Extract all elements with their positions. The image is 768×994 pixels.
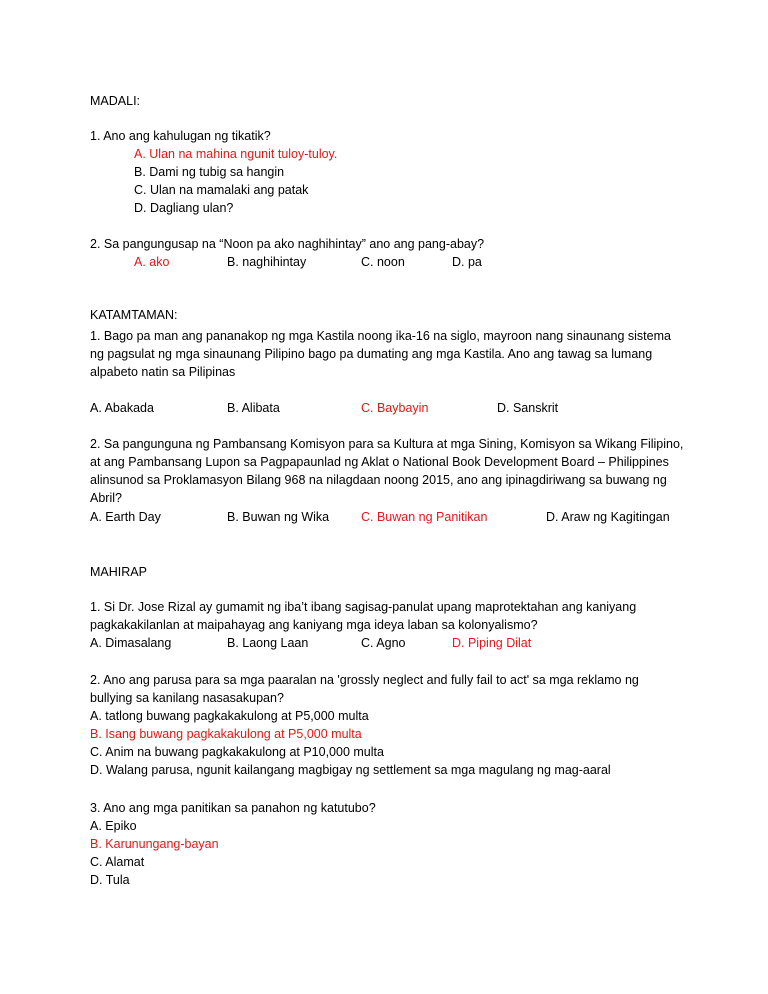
- answer-option: A. tatlong buwang pagkakakulong at P5,000 multa: [90, 709, 369, 723]
- answer-option: B. Dami ng tubig sa hangin: [134, 165, 285, 179]
- answer-option: D. Araw ng Kagitingan: [546, 510, 670, 524]
- question-text: alpabeto natin sa Pilipinas: [90, 365, 236, 379]
- answer-option: D. pa: [452, 255, 482, 269]
- answer-option: B. Laong Laan: [227, 636, 309, 650]
- question-text: ng pagsulat ng mga sinaunang Pilipino bago pa dumating ang mga Kastila. Ano ang tawag sa lumang: [90, 347, 653, 361]
- answer-option: C. Agno: [361, 636, 406, 650]
- answer-option-correct: A. Ulan na mahina ngunit tuloy-tuloy.: [134, 147, 338, 161]
- answer-option: C. Ulan na mamalaki ang patak: [134, 183, 309, 197]
- answer-option: C. Alamat: [90, 855, 145, 869]
- answer-option: C. Anim na buwang pagkakakulong at P10,000 multa: [90, 745, 384, 759]
- answer-option-correct: D. Piping Dilat: [452, 636, 532, 650]
- question-text: 2. Sa pangungusap na “Noon pa ako naghihintay” ano ang pang-abay?: [90, 237, 485, 251]
- answer-option: A. Abakada: [90, 401, 154, 415]
- question-text: pagkakakilanlan at maipahayag ang kaniyang mga ideya laban sa kolonyalismo?: [90, 618, 538, 632]
- answer-option-correct: C. Baybayin: [361, 401, 429, 415]
- answer-option: B. Buwan ng Wika: [227, 510, 330, 524]
- section-heading-mahirap: MAHIRAP: [90, 565, 147, 579]
- question-text: 3. Ano ang mga panitikan sa panahon ng katutubo?: [90, 801, 376, 815]
- answer-option: D. Dagliang ulan?: [134, 201, 234, 215]
- question-text: bullying sa kanilang nasasakupan?: [90, 691, 284, 705]
- answer-option: A. Epiko: [90, 819, 137, 833]
- question-text: alinsunod sa Proklamasyon Bilang 968 na nilagdaan noong 2015, ano ang ipinagdiriwang sa buwang ng: [90, 473, 667, 487]
- question-text: 2. Sa pangunguna ng Pambansang Komisyon para sa Kultura at mga Sining, Komisyon sa Wikang Filipino,: [90, 437, 684, 451]
- question-text: 1. Ano ang kahulugan ng tikatik?: [90, 129, 271, 143]
- section-heading-katamtaman: KATAMTAMAN:: [90, 308, 178, 322]
- answer-option: B. naghihintay: [227, 255, 307, 269]
- answer-option: A. Dimasalang: [90, 636, 172, 650]
- question-text: Abril?: [90, 491, 122, 505]
- question-text: at ang Pambansang Lupon sa Pagpapaunlad ng Aklat o National Book Development Board – Philippines: [90, 455, 669, 469]
- answer-option: D. Sanskrit: [497, 401, 559, 415]
- answer-option-correct: A. ako: [134, 255, 170, 269]
- answer-option-correct: B. Isang buwang pagkakakulong at P5,000 multa: [90, 727, 362, 741]
- question-text: 1. Bago pa man ang pananakop ng mga Kastila noong ika-16 na siglo, mayroon nang sinaunang sistema: [90, 329, 671, 343]
- section-heading-madali: MADALI:: [90, 94, 141, 108]
- answer-option: C. noon: [361, 255, 405, 269]
- answer-option-correct: C. Buwan ng Panitikan: [361, 510, 488, 524]
- answer-option-correct: B. Karunungang-bayan: [90, 837, 219, 851]
- answer-option: D. Walang parusa, ngunit kailangang magbigay ng settlement sa mga magulang ng mag-aaral: [90, 763, 611, 777]
- answer-option: B. Alibata: [227, 401, 280, 415]
- answer-option: A. Earth Day: [90, 510, 161, 524]
- question-text: 2. Ano ang parusa para sa mga paaralan na 'grossly neglect and fully fail to act' sa mga reklamo ng: [90, 673, 639, 687]
- answer-option: D. Tula: [90, 873, 130, 887]
- question-text: 1. Si Dr. Jose Rizal ay gumamit ng iba’t ibang sagisag-panulat upang maprotektahan ang kaniyang: [90, 600, 637, 614]
